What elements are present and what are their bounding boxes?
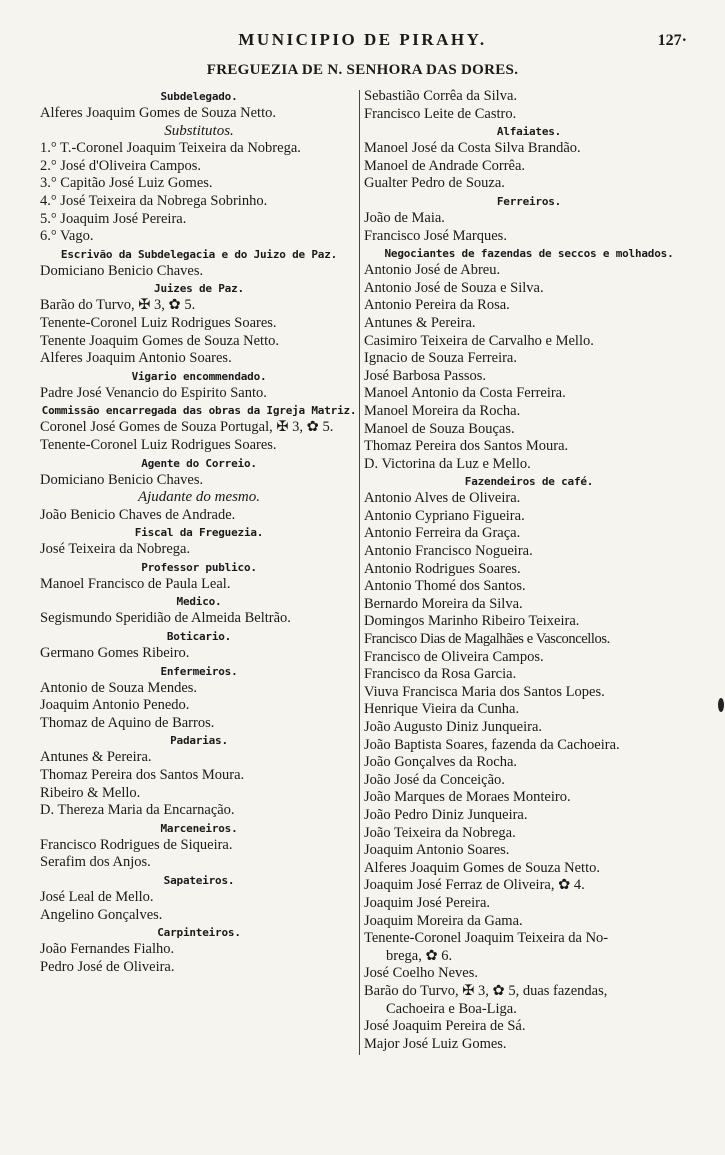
list-item: João Teixeira da Nobrega.	[364, 824, 516, 841]
section-heading: Juizes de Paz.	[154, 282, 244, 296]
list-item: João de Maia.	[364, 209, 445, 226]
list-item: Joaquim José Ferraz de Oliveira, ✿ 4.	[364, 877, 585, 894]
list-item: Francisco de Oliveira Campos.	[364, 648, 544, 665]
section-heading: Professor publico.	[141, 560, 257, 574]
section-heading: Commissão encarregada das obras da Igreja Matriz.	[41, 404, 357, 418]
section-heading: Marceneiros.	[160, 821, 238, 835]
list-item: Barão do Turvo, ✠ 3, ✿ 5.	[40, 297, 196, 314]
list-item-continuation: Cachoeira e Boa-Liga.	[386, 1000, 517, 1017]
list-item: Alferes Joaquim Gomes de Souza Netto.	[40, 105, 276, 121]
list-item: Tenente-Coronel Luiz Rodrigues Soares.	[40, 436, 277, 453]
list-item: José Barbosa Passos.	[364, 367, 487, 384]
list-item: Antonio Pereira da Rosa.	[364, 297, 510, 314]
list-item: Antonio Rodrigues Soares.	[364, 560, 521, 577]
scan-artifact	[718, 698, 724, 712]
list-item: Casimiro Teixeira de Carvalho e Mello.	[364, 332, 594, 349]
list-item: Tenente Joaquim Gomes de Souza Netto.	[40, 332, 279, 349]
list-item: 1.° T.-Coronel Joaquim Teixeira da Nobrega.	[40, 140, 301, 157]
section-heading: Negociantes de fazendas de seccos e molhados.	[384, 247, 674, 261]
section-heading: Agente do Correio.	[141, 456, 257, 470]
list-item: Serafim dos Anjos.	[40, 854, 151, 871]
list-item: Manoel José da Costa Silva Brandão.	[364, 140, 581, 157]
list-item: Francisco Rodrigues de Siqueira.	[40, 836, 233, 853]
list-item: Manoel de Souza Bouças.	[364, 420, 515, 437]
list-item: Joaquim Moreira da Gama.	[364, 912, 523, 929]
list-item: Germano Gomes Ribeiro.	[40, 645, 190, 662]
list-item: Joaquim Antonio Soares.	[364, 842, 510, 859]
list-item: Antonio Francisco Nogueira.	[364, 543, 533, 560]
list-item: D. Thereza Maria da Encarnação.	[40, 802, 235, 819]
list-item: João Marques de Moraes Monteiro.	[364, 789, 571, 806]
list-item: Thomaz de Aquino de Barros.	[40, 714, 215, 731]
list-item: Alferes Joaquim Antonio Soares.	[40, 350, 232, 367]
list-item: Angelino Gonçalves.	[40, 906, 163, 923]
list-item: Antonio Cypriano Figueira.	[364, 507, 525, 524]
list-item: Sebastião Corrêa da Silva.	[364, 88, 518, 104]
section-title: FREGUEZIA DE N. SENHORA DAS DORES.	[206, 62, 519, 78]
section-heading: Medico.	[176, 595, 222, 609]
list-item: Domiciano Benicio Chaves.	[40, 471, 204, 488]
list-item: Francisco Leite de Castro.	[364, 105, 517, 122]
list-item: Joaquim José Pereira.	[364, 894, 491, 911]
column-divider	[359, 90, 360, 1055]
section-heading: Escrivão da Subdelegacia e do Juizo de Paz.	[60, 247, 338, 261]
list-item: João Fernandes Fialho.	[40, 941, 175, 958]
section-heading: Ajudante do mesmo.	[137, 489, 261, 506]
section-heading: Fazendeiros de café.	[464, 475, 594, 489]
list-item: Viuva Francisca Maria dos Santos Lopes.	[364, 683, 605, 700]
page-header	[0, 30, 725, 54]
section-heading: Alfaiates.	[496, 125, 562, 139]
list-item: Padre José Venancio do Espirito Santo.	[40, 384, 267, 401]
list-item: Tenente-Coronel Joaquim Teixeira da No-	[364, 930, 609, 947]
list-item: 5.° Joaquim José Pereira.	[40, 210, 187, 227]
section-heading: Substitutos.	[164, 122, 234, 139]
list-item: Manoel Antonio da Costa Ferreira.	[364, 385, 566, 402]
section-heading: Ferreiros.	[496, 194, 562, 208]
page-number: 127·	[657, 32, 687, 49]
list-item: Francisco José Marques.	[364, 227, 507, 244]
list-item: Ignacio de Souza Ferreira.	[364, 350, 517, 367]
page-title: MUNICIPIO DE PIRAHY.	[238, 30, 487, 49]
list-item: José Leal de Mello.	[40, 889, 154, 905]
section-heading: Fiscal da Freguezia.	[134, 526, 264, 540]
list-item: João José da Conceição.	[364, 771, 505, 788]
list-item: Barão do Turvo, ✠ 3, ✿ 5, duas fazendas,	[364, 982, 608, 999]
list-item: Antonio Alves de Oliveira.	[364, 490, 521, 507]
list-item: Antonio Thomé dos Santos.	[364, 578, 526, 595]
section-heading: Vigario encommendado.	[131, 369, 267, 383]
list-item: 4.° José Teixeira da Nobrega Sobrinho.	[40, 192, 268, 209]
list-item: Bernardo Moreira da Silva.	[364, 595, 523, 612]
list-item: Gualter Pedro de Souza.	[364, 175, 505, 192]
list-item: 3.° Capitão José Luiz Gomes.	[40, 175, 213, 192]
list-item: Antunes & Pereira.	[364, 314, 476, 331]
list-item: Francisco Dias de Magalhães e Vasconcellos.	[364, 631, 610, 648]
list-item: 6.° Vago.	[40, 228, 94, 245]
list-item: Tenente-Coronel Luiz Rodrigues Soares.	[40, 314, 277, 331]
list-item: Domiciano Benicio Chaves.	[40, 262, 204, 279]
list-item: Antonio José de Abreu.	[364, 262, 501, 279]
list-item: Antonio José de Souza e Silva.	[364, 279, 544, 296]
list-item: Coronel José Gomes de Souza Portugal, ✠ 3, ✿ 5.	[40, 419, 334, 436]
list-item: D. Victorina da Luz e Mello.	[364, 455, 531, 472]
list-item: Antunes & Pereira.	[40, 749, 152, 766]
list-item: Thomaz Pereira dos Santos Moura.	[40, 767, 245, 784]
right-column	[364, 88, 694, 1053]
list-item: Henrique Vieira da Cunha.	[364, 701, 520, 718]
left-column	[40, 88, 358, 976]
list-item: Segismundo Speridião de Almeida Beltrão.	[40, 610, 291, 627]
list-item: João Baptista Soares, fazenda da Cachoeira.	[364, 736, 620, 753]
section-heading: Sapateiros.	[163, 874, 235, 887]
list-item: João Gonçalves da Rocha.	[364, 754, 518, 771]
section-heading: Carpinteiros.	[157, 926, 241, 940]
section-heading: Boticario.	[166, 630, 232, 644]
list-item-continuation: brega, ✿ 6.	[386, 947, 453, 964]
list-item: Thomaz Pereira dos Santos Moura.	[364, 438, 569, 455]
list-item: Alferes Joaquim Gomes de Souza Netto.	[364, 859, 600, 876]
list-item: Antonio Ferreira da Graça.	[364, 525, 521, 542]
list-item: Manoel Francisco de Paula Leal.	[40, 575, 231, 592]
list-item: João Benicio Chaves de Andrade.	[40, 506, 236, 523]
list-item: Manoel de Andrade Corrêa.	[364, 157, 526, 174]
list-item: 2.° José d'Oliveira Campos.	[40, 157, 202, 174]
list-item: José Coelho Neves.	[364, 965, 478, 982]
list-item: José Teixeira da Nobrega.	[40, 541, 191, 558]
list-item: Manoel Moreira da Rocha.	[364, 402, 521, 419]
list-item: Joaquim Antonio Penedo.	[40, 697, 190, 714]
list-item: Pedro José de Oliveira.	[40, 958, 175, 975]
list-item: José Joaquim Pereira de Sá.	[364, 1018, 526, 1035]
list-item: Ribeiro & Mello.	[40, 784, 141, 801]
list-item: Antonio de Souza Mendes.	[40, 679, 198, 696]
list-item: João Pedro Diniz Junqueira.	[364, 806, 528, 823]
section-heading: Padarias.	[170, 734, 228, 748]
section-heading: Subdelegado.	[160, 90, 238, 103]
section-heading: Enfermeiros.	[160, 664, 238, 678]
list-item: Domingos Marinho Ribeiro Teixeira.	[364, 613, 580, 630]
list-item: Major José Luiz Gomes.	[364, 1035, 507, 1052]
list-item: Francisco da Rosa Garcia.	[364, 666, 517, 683]
list-item: João Augusto Diniz Junqueira.	[364, 719, 543, 735]
